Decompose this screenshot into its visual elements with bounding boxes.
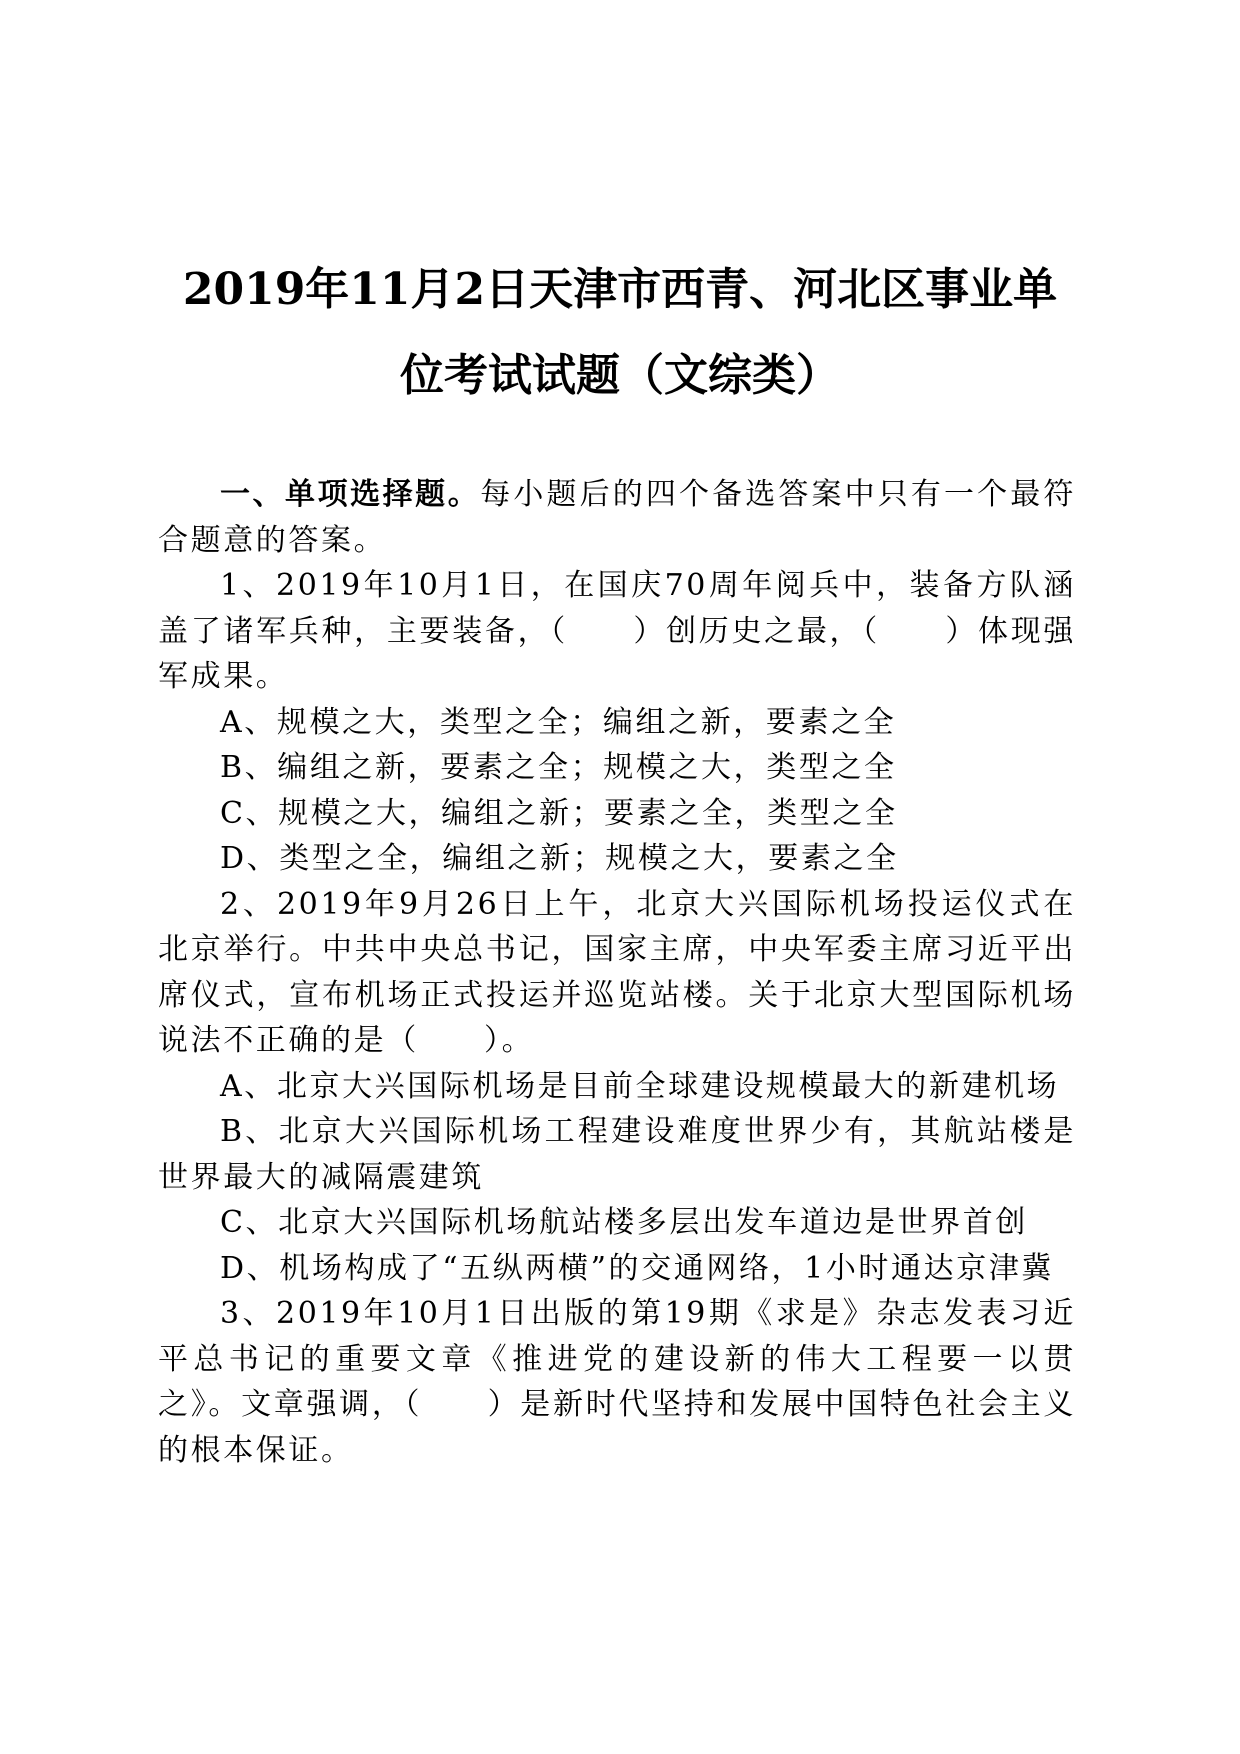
document-body (158, 472, 1076, 1473)
section-instruction: 每小题后的四个备选答案中只有一个最符合题意的答案。 (158, 477, 1077, 558)
question-2-option-a: A、北京大兴国际机场是目前全球建设规模最大的新建机场 (220, 1068, 1060, 1104)
question-2-option-b: B、北京大兴国际机场工程建设难度世界少有，其航站楼是世界最大的减隔震建筑 (158, 1114, 1076, 1195)
question-2-option-d: D、机场构成了“五纵两横”的交通网络，1小时通达京津冀 (220, 1250, 1055, 1286)
question-1-option-a: A、规模之大，类型之全；编组之新，要素之全 (220, 704, 897, 740)
question-3-stem: 3、2019年10月1日出版的第19期《求是》杂志发表习近平总书记的重要文章《推进党的建设新的伟大工程要一以贯之》。文章强调，（ ）是新时代坚持和发展中国特色社会主义的根本保证。 (158, 1296, 1076, 1468)
document-title-line-1: 2019年11月2日天津市西青、河北区事业单 (182, 264, 1058, 315)
section-heading: 一、单项选择题。 (220, 477, 481, 512)
question-1-option-c: C、规模之大，编组之新；要素之全，类型之全 (220, 795, 898, 831)
question-1-option-d: D、类型之全，编组之新；规模之大，要素之全 (220, 841, 899, 876)
question-2-stem: 2、2019年9月26日上午，北京大兴国际机场投运仪式在北京举行。中共中央总书记，国家主席，中央军委主席习近平出席仪式，宣布机场正式投运并巡览站楼。关于北京大型国际机场说法不正确的是（ ）。 (158, 886, 1076, 1058)
question-2-option-c: C、北京大兴国际机场航站楼多层出发车道边是世界首创 (220, 1205, 1028, 1240)
question-1-stem: 1、2019年10月1日，在国庆70周年阅兵中，装备方队涵盖了诸军兵种，主要装备，（ ）创历史之最，（ ）体现强军成果。 (158, 568, 1076, 694)
section-intro (158, 472, 1076, 563)
document-title-line-2: 位考试试题（文综类） (400, 350, 840, 401)
question-1-option-b: B、编组之新，要素之全；规模之大，类型之全 (220, 750, 897, 785)
